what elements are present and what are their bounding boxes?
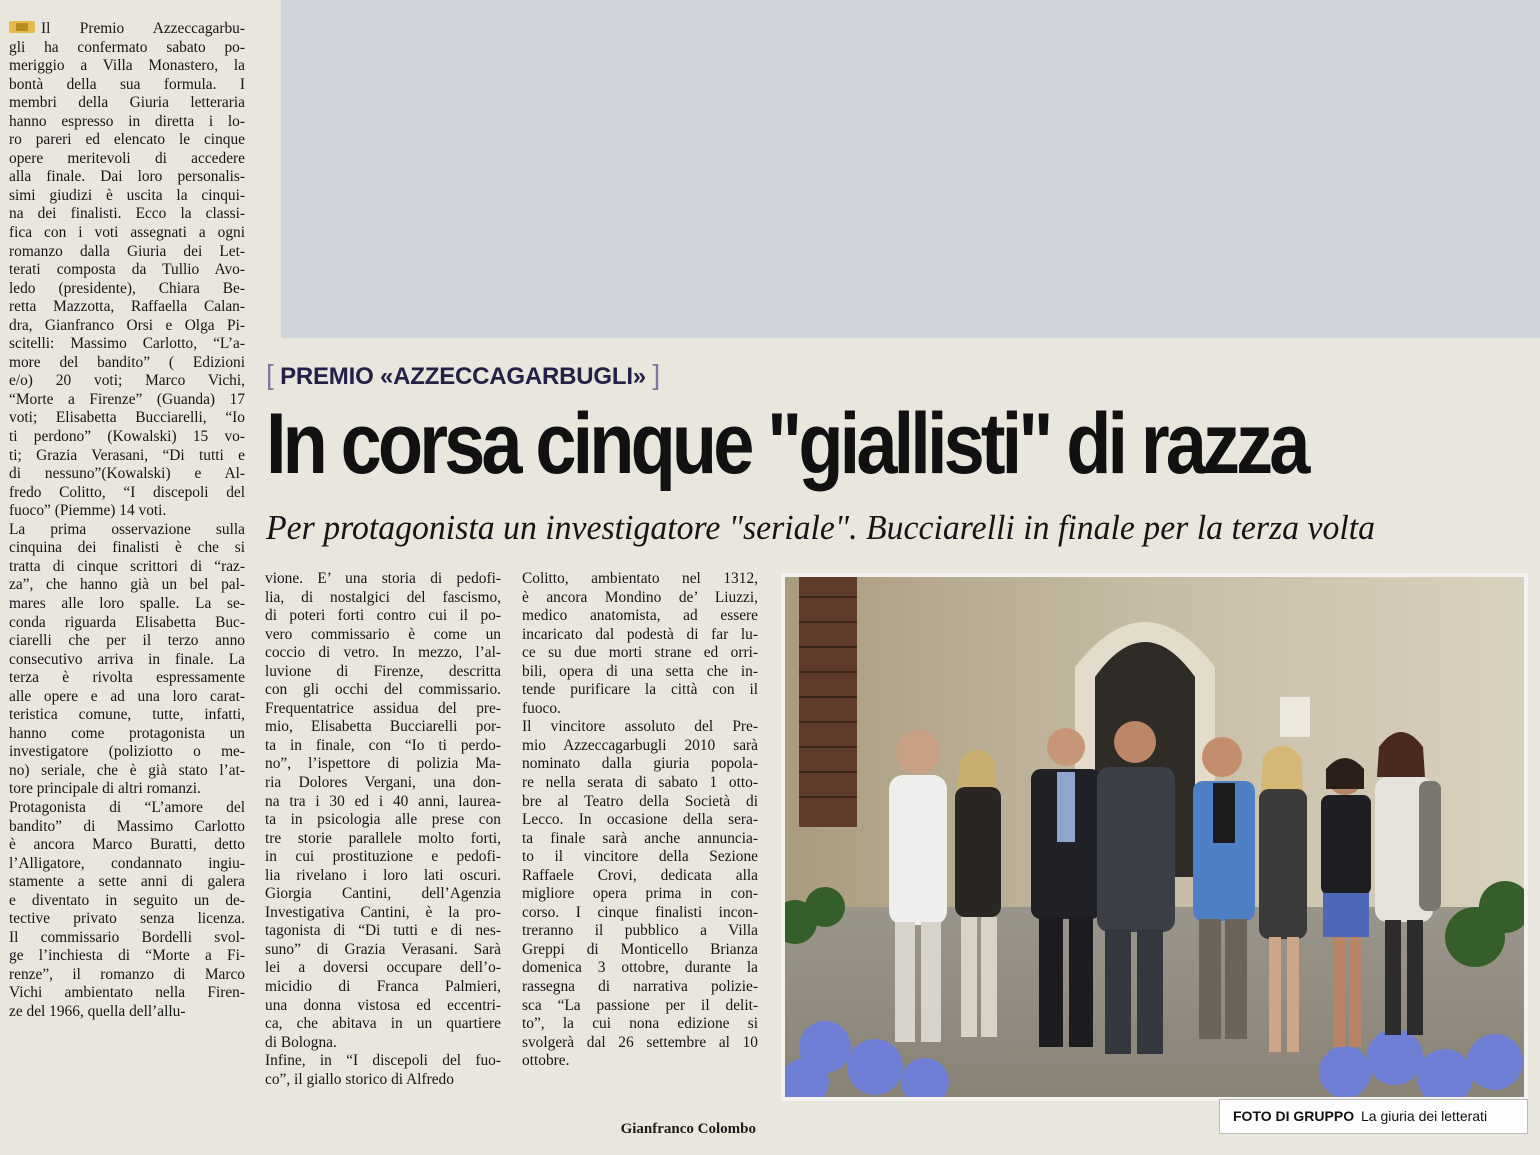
- article-line: micidio di Franca Palmieri,: [265, 978, 501, 996]
- article-line: retta Mazzotta, Raffaella Calan-: [9, 298, 245, 316]
- article-line: Raffaele Crovi, dedicata alla: [522, 866, 758, 884]
- article-line: è ancora Mondino de’ Liuzzi,: [522, 588, 758, 606]
- article-line: voti; Elisabetta Bucciarelli, “Io: [9, 409, 245, 427]
- article-line: di nessuno”(Kowalski) e Al-: [9, 465, 245, 483]
- article-line: bre al Teatro della Società di: [522, 792, 758, 810]
- article-line: treranno il pubblico a Villa: [522, 922, 758, 940]
- article-line: renze”, il romanzo di Marco: [9, 965, 245, 983]
- article-line: fuoco.: [522, 699, 561, 717]
- article-line: ottobre.: [522, 1052, 570, 1070]
- article-line: cinquina dei finalisti è che si: [9, 539, 245, 557]
- article-line: Giorgia Cantini, dell’Agenzia: [265, 885, 501, 903]
- article-line: re nella serata di sabato 1 otto-: [522, 774, 758, 792]
- article-column-1: [9, 20, 245, 1022]
- article-line: sca “La passione per il delit-: [522, 996, 758, 1014]
- caption-text: La giuria dei letterati: [1360, 1108, 1488, 1124]
- article-line: ca, che abitava in un quartiere: [265, 1015, 501, 1033]
- article-line: coccio di vetro. In mezzo, l’al-: [265, 644, 501, 662]
- article-line: “Morte a Firenze” (Guanda) 17: [9, 390, 245, 408]
- article-line: svolgerà dal 26 settembre al 10: [522, 1033, 758, 1051]
- article-line: Il vincitore assoluto del Pre-: [522, 718, 758, 736]
- article-line: Il Premio Azzeccagarbu-: [9, 20, 245, 39]
- article-line: Greppi di Monticello Brianza: [522, 940, 758, 958]
- article-line: Lecco. In occasione della sera-: [522, 811, 758, 829]
- article-line: ge l’inchiesta di “Morte a Fi-: [9, 947, 245, 965]
- article-line: consecutivo arriva in finale. La: [9, 650, 245, 668]
- article-line: fica con i voti assegnati a ogni: [9, 224, 245, 242]
- article-line: na tra i 30 ed i 40 anni, laurea-: [265, 792, 501, 810]
- article-line: Investigativa Cantini, è la pro-: [265, 903, 501, 921]
- article-line: mio Azzeccagarbugli 2010 sarà: [522, 736, 758, 754]
- article-line: dra, Gianfranco Orsi e Olga Pi-: [9, 316, 245, 334]
- article-line: scitelli: Massimo Carlotto, “L’a-: [9, 335, 245, 353]
- article-line: na dei finalisti. Ecco la classi-: [9, 205, 245, 223]
- subheadline: Per protagonista un investigatore "seriale". Bucciarelli in finale per la terza volta: [266, 508, 1376, 547]
- article-line: migliore opera prima in con-: [522, 885, 758, 903]
- article-line: in cui prostituzione e pedofi-: [265, 848, 501, 866]
- article-line: gli ha confermato sabato po-: [9, 38, 245, 56]
- article-line: no) seriale, che è già stato l’at-: [9, 761, 245, 779]
- article-line: tective privato senza licenza.: [9, 910, 245, 928]
- article-line: ti perdono” (Kowalski) 15 vo-: [9, 428, 245, 446]
- article-line: to il vincitore della Sezione: [522, 848, 758, 866]
- article-line: tagonista di “Di tutti e di nes-: [265, 922, 501, 940]
- article-line: romanzo dalla Giuria dei Let-: [9, 242, 245, 260]
- article-line: medico anatomista, ad essere: [522, 607, 758, 625]
- article-line: lei a doversi occupare dell’o-: [265, 959, 501, 977]
- article-line: ta in finale, con “Io ti perdo-: [265, 736, 501, 754]
- kicker-bracket-open: [: [266, 359, 274, 390]
- article-line: mio, Elisabetta Bucciarelli por-: [265, 718, 501, 736]
- article-line: vero commissario è come un: [265, 625, 501, 643]
- article-line: stamente a sette anni di galera: [9, 873, 245, 891]
- article-line: opere meritevoli di accedere: [9, 149, 245, 167]
- article-line: è ancora Marco Buratti, detto: [9, 836, 245, 854]
- article-line: conda riguarda Elisabetta Buc-: [9, 613, 245, 631]
- article-line: Vichi ambientato nella Firen-: [9, 984, 245, 1002]
- article-line: Protagonista di “L’amore del: [9, 798, 245, 816]
- section-kicker: [266, 358, 660, 392]
- article-line: una donna vistosa ed eccentri-: [265, 996, 501, 1014]
- article-line: Frequentatrice assidua del pre-: [265, 699, 501, 717]
- article-column-2: [265, 570, 501, 1089]
- article-line: luvione di Firenze, descritta: [265, 662, 501, 680]
- article-line: ria Dolores Vergani, una don-: [265, 774, 501, 792]
- article-line: La prima osservazione sulla: [9, 520, 245, 538]
- kicker-bracket-close: ]: [652, 359, 661, 390]
- article-line: alla finale. Dai loro personalis-: [9, 168, 245, 186]
- article-line: tende purificare la città con il: [522, 681, 758, 699]
- article-line: bontà della sua formula. I: [9, 75, 245, 93]
- article-line: corso. I cinque finalisti incon-: [522, 903, 758, 921]
- article-line: ta in psicologia alle prese con: [265, 811, 501, 829]
- article-line: ce su due morti strane ed orri-: [522, 644, 758, 662]
- article-line: lia rivelano i loro lati oscuri.: [265, 866, 501, 884]
- article-line: l’Alligatore, condannato ingiu-: [9, 854, 245, 872]
- article-line: ro pareri ed elencato le cinque: [9, 131, 245, 149]
- article-line: to”, la cui nona edizione si: [522, 1015, 758, 1033]
- article-line: e/o) 20 voti; Marco Vichi,: [9, 372, 245, 390]
- article-line: ciarelli che per il terzo anno: [9, 632, 245, 650]
- article-line: e diventato in seguito un de-: [9, 891, 245, 909]
- article-line: co”, il giallo storico di Alfredo: [265, 1070, 454, 1088]
- article-line: ti; Grazia Verasani, “Di tutti e: [9, 446, 245, 464]
- article-line: lia, di nostalgici del fascismo,: [265, 588, 501, 606]
- article-line: more del bandito” ( Edizioni: [9, 353, 245, 371]
- byline: Gianfranco Colombo: [620, 1121, 756, 1137]
- article-column-3: [522, 570, 758, 1071]
- article-line: tore principale di altri romanzi.: [9, 780, 201, 798]
- article-line: hanno espresso in diretta i lo-: [9, 112, 245, 130]
- paragraph-marker-icon: [9, 21, 35, 33]
- article-line: di Bologna.: [265, 1033, 337, 1051]
- article-line: vione. E’ una storia di pedofi-: [265, 570, 501, 587]
- article-line: teristica comune, tutte, infatti,: [9, 706, 245, 724]
- article-line: domenica 3 ottobre, durante la: [522, 959, 758, 977]
- article-line: bandito” di Massimo Carlotto: [9, 817, 245, 835]
- article-line: simi giudizi è uscita la cinqui-: [9, 186, 245, 204]
- blank-area: [281, 0, 1540, 338]
- article-line: membri della Giuria letteraria: [9, 94, 245, 112]
- article-line: ze del 1966, quella dell’allu-: [9, 1002, 186, 1020]
- article-line: con gli occhi del commissario.: [265, 681, 501, 699]
- article-line: mares alle loro spalle. La se-: [9, 594, 245, 612]
- group-photo: [785, 577, 1524, 1097]
- caption-tag: FOTO DI GRUPPO: [1233, 1108, 1355, 1124]
- article-line: Colitto, ambientato nel 1312,: [522, 570, 758, 587]
- article-line: di poteri forti contro cui il po-: [265, 607, 501, 625]
- article-line: bili, opera di una setta che in-: [522, 662, 758, 680]
- article-line: nominato dalla giuria popola-: [522, 755, 758, 773]
- article-line: fredo Colitto, “I discepoli del: [9, 483, 245, 501]
- article-line: investigatore (poliziotto o me-: [9, 743, 245, 761]
- article-line: suno” di Grazia Verasani. Sarà: [265, 940, 501, 958]
- article-line: za”, che hanno già un bel pal-: [9, 576, 245, 594]
- article-line: meriggio a Villa Monastero, la: [9, 57, 245, 75]
- article-line: ledo (presidente), Chiara Be-: [9, 279, 245, 297]
- article-line: terati composta da Tullio Avo-: [9, 261, 245, 279]
- article-line: alle opere e ad una loro carat-: [9, 687, 245, 705]
- kicker-label: PREMIO «AZZECCAGARBUGLI»: [280, 363, 646, 390]
- article-line: tratta di cinque scrittori di “raz-: [9, 557, 245, 575]
- headline: In corsa cinque "giallisti" di razza: [266, 396, 1307, 492]
- photo-caption: [1219, 1099, 1528, 1134]
- article-line: tre storie parallele molto forti,: [265, 829, 501, 847]
- article-line: Il commissario Bordelli svol-: [9, 928, 245, 946]
- article-line: no”, l’ispettore di polizia Ma-: [265, 755, 501, 773]
- article-line: rassegna di narrativa polizie-: [522, 978, 758, 996]
- article-line: hanno come protagonista un: [9, 724, 245, 742]
- article-line: incaricato dal podestà di far lu-: [522, 625, 758, 643]
- article-line: terza è rivolta espressamente: [9, 669, 245, 687]
- article-line: ta finale sarà anche annuncia-: [522, 829, 758, 847]
- article-line: fuoco” (Piemme) 14 voti.: [9, 502, 167, 520]
- article-line: Infine, in “I discepoli del fuo-: [265, 1052, 501, 1070]
